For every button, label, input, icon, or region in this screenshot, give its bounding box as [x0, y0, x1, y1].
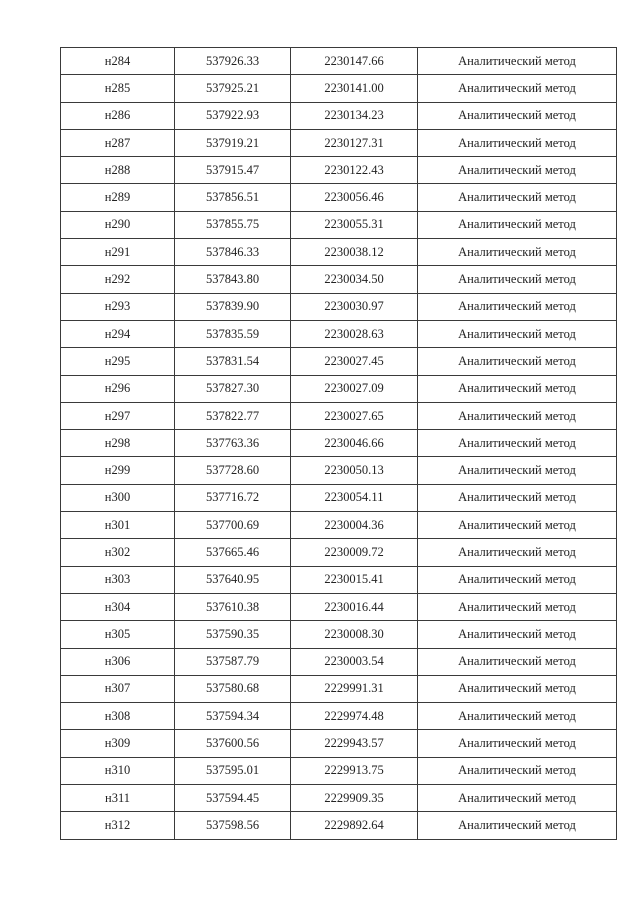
point-number-cell: н291: [61, 239, 175, 266]
method-cell: Аналитический метод: [418, 703, 617, 730]
coordinate-y-cell: 2230016.44: [291, 593, 418, 620]
coordinate-y-cell: 2230054.11: [291, 484, 418, 511]
point-number-cell: н288: [61, 157, 175, 184]
table-row: [61, 157, 617, 184]
method-cell: Аналитический метод: [418, 648, 617, 675]
point-number-cell: н300: [61, 484, 175, 511]
coordinate-y-cell: 2230038.12: [291, 239, 418, 266]
coordinate-y-cell: 2230027.65: [291, 402, 418, 429]
coordinate-x-cell: 537595.01: [175, 757, 291, 784]
table-row: [61, 703, 617, 730]
coordinate-x-cell: 537915.47: [175, 157, 291, 184]
table-row: [61, 539, 617, 566]
coordinates-sheet: [60, 47, 616, 840]
table-row: [61, 675, 617, 702]
table-row: [61, 266, 617, 293]
coordinate-x-cell: 537827.30: [175, 375, 291, 402]
table-row: [61, 75, 617, 102]
coordinate-x-cell: 537598.56: [175, 812, 291, 839]
coordinate-y-cell: 2230034.50: [291, 266, 418, 293]
method-cell: Аналитический метод: [418, 757, 617, 784]
table-row: [61, 812, 617, 839]
coordinate-x-cell: 537839.90: [175, 293, 291, 320]
point-number-cell: н295: [61, 348, 175, 375]
coordinate-x-cell: 537716.72: [175, 484, 291, 511]
table-row: [61, 402, 617, 429]
coordinate-y-cell: 2230009.72: [291, 539, 418, 566]
coordinate-x-cell: 537580.68: [175, 675, 291, 702]
coordinate-x-cell: 537587.79: [175, 648, 291, 675]
method-cell: Аналитический метод: [418, 129, 617, 156]
table-row: [61, 184, 617, 211]
point-number-cell: н307: [61, 675, 175, 702]
point-number-cell: н302: [61, 539, 175, 566]
table-row: [61, 566, 617, 593]
coordinate-x-cell: 537835.59: [175, 320, 291, 347]
coordinate-y-cell: 2230122.43: [291, 157, 418, 184]
table-row: [61, 512, 617, 539]
point-number-cell: н296: [61, 375, 175, 402]
coordinate-x-cell: 537728.60: [175, 457, 291, 484]
method-cell: Аналитический метод: [418, 184, 617, 211]
point-number-cell: н310: [61, 757, 175, 784]
method-cell: Аналитический метод: [418, 593, 617, 620]
coordinate-y-cell: 2229892.64: [291, 812, 418, 839]
point-number-cell: н290: [61, 211, 175, 238]
coordinate-y-cell: 2230028.63: [291, 320, 418, 347]
point-number-cell: н286: [61, 102, 175, 129]
method-cell: Аналитический метод: [418, 484, 617, 511]
coordinate-x-cell: 537594.34: [175, 703, 291, 730]
method-cell: Аналитический метод: [418, 402, 617, 429]
method-cell: Аналитический метод: [418, 320, 617, 347]
method-cell: Аналитический метод: [418, 457, 617, 484]
table-row: [61, 430, 617, 457]
coordinate-x-cell: 537700.69: [175, 512, 291, 539]
point-number-cell: н292: [61, 266, 175, 293]
method-cell: Аналитический метод: [418, 566, 617, 593]
coordinate-y-cell: 2230015.41: [291, 566, 418, 593]
coordinate-x-cell: 537600.56: [175, 730, 291, 757]
coordinate-x-cell: 537925.21: [175, 75, 291, 102]
coordinate-x-cell: 537831.54: [175, 348, 291, 375]
coordinate-x-cell: 537855.75: [175, 211, 291, 238]
method-cell: Аналитический метод: [418, 211, 617, 238]
method-cell: Аналитический метод: [418, 675, 617, 702]
coordinate-y-cell: 2229913.75: [291, 757, 418, 784]
table-row: [61, 48, 617, 75]
coordinate-y-cell: 2229974.48: [291, 703, 418, 730]
method-cell: Аналитический метод: [418, 512, 617, 539]
coordinate-x-cell: 537763.36: [175, 430, 291, 457]
coordinate-x-cell: 537926.33: [175, 48, 291, 75]
point-number-cell: н299: [61, 457, 175, 484]
point-number-cell: н306: [61, 648, 175, 675]
point-number-cell: н293: [61, 293, 175, 320]
table-row: [61, 757, 617, 784]
coordinate-y-cell: 2230004.36: [291, 512, 418, 539]
method-cell: Аналитический метод: [418, 157, 617, 184]
coordinate-x-cell: 537843.80: [175, 266, 291, 293]
table-row: [61, 484, 617, 511]
table-row: [61, 457, 617, 484]
coordinate-x-cell: 537610.38: [175, 593, 291, 620]
coordinate-x-cell: 537594.45: [175, 785, 291, 812]
coordinate-y-cell: 2230008.30: [291, 621, 418, 648]
point-number-cell: н287: [61, 129, 175, 156]
coordinate-y-cell: 2230134.23: [291, 102, 418, 129]
table-row: [61, 621, 617, 648]
point-number-cell: н289: [61, 184, 175, 211]
coordinate-x-cell: 537640.95: [175, 566, 291, 593]
coordinate-y-cell: 2230030.97: [291, 293, 418, 320]
method-cell: Аналитический метод: [418, 812, 617, 839]
table-row: [61, 375, 617, 402]
method-cell: Аналитический метод: [418, 375, 617, 402]
method-cell: Аналитический метод: [418, 293, 617, 320]
coordinate-y-cell: 2230056.46: [291, 184, 418, 211]
point-number-cell: н304: [61, 593, 175, 620]
coordinate-y-cell: 2230127.31: [291, 129, 418, 156]
point-number-cell: н301: [61, 512, 175, 539]
coordinate-y-cell: 2229943.57: [291, 730, 418, 757]
point-number-cell: н308: [61, 703, 175, 730]
point-number-cell: н309: [61, 730, 175, 757]
point-number-cell: н298: [61, 430, 175, 457]
point-number-cell: н312: [61, 812, 175, 839]
method-cell: Аналитический метод: [418, 621, 617, 648]
coordinate-x-cell: 537922.93: [175, 102, 291, 129]
point-number-cell: н284: [61, 48, 175, 75]
point-number-cell: н294: [61, 320, 175, 347]
coordinate-y-cell: 2230003.54: [291, 648, 418, 675]
point-number-cell: н285: [61, 75, 175, 102]
method-cell: Аналитический метод: [418, 239, 617, 266]
coordinate-x-cell: 537846.33: [175, 239, 291, 266]
coordinate-x-cell: 537856.51: [175, 184, 291, 211]
table-row: [61, 102, 617, 129]
table-row: [61, 293, 617, 320]
coordinate-y-cell: 2230055.31: [291, 211, 418, 238]
table-row: [61, 211, 617, 238]
coordinate-x-cell: 537665.46: [175, 539, 291, 566]
coordinates-table-body: [61, 48, 617, 840]
coordinate-y-cell: 2230027.09: [291, 375, 418, 402]
point-number-cell: н297: [61, 402, 175, 429]
method-cell: Аналитический метод: [418, 348, 617, 375]
method-cell: Аналитический метод: [418, 730, 617, 757]
coordinate-x-cell: 537919.21: [175, 129, 291, 156]
coordinate-y-cell: 2230046.66: [291, 430, 418, 457]
coordinates-table: [60, 47, 617, 840]
method-cell: Аналитический метод: [418, 539, 617, 566]
coordinate-x-cell: 537822.77: [175, 402, 291, 429]
table-row: [61, 320, 617, 347]
coordinate-y-cell: 2229909.35: [291, 785, 418, 812]
coordinate-x-cell: 537590.35: [175, 621, 291, 648]
point-number-cell: н305: [61, 621, 175, 648]
coordinate-y-cell: 2229991.31: [291, 675, 418, 702]
method-cell: Аналитический метод: [418, 48, 617, 75]
coordinate-y-cell: 2230050.13: [291, 457, 418, 484]
table-row: [61, 129, 617, 156]
method-cell: Аналитический метод: [418, 75, 617, 102]
method-cell: Аналитический метод: [418, 430, 617, 457]
method-cell: Аналитический метод: [418, 102, 617, 129]
method-cell: Аналитический метод: [418, 266, 617, 293]
table-row: [61, 648, 617, 675]
point-number-cell: н311: [61, 785, 175, 812]
method-cell: Аналитический метод: [418, 785, 617, 812]
table-row: [61, 593, 617, 620]
coordinate-y-cell: 2230027.45: [291, 348, 418, 375]
table-row: [61, 239, 617, 266]
table-row: [61, 348, 617, 375]
coordinate-y-cell: 2230141.00: [291, 75, 418, 102]
point-number-cell: н303: [61, 566, 175, 593]
table-row: [61, 785, 617, 812]
coordinate-y-cell: 2230147.66: [291, 48, 418, 75]
table-row: [61, 730, 617, 757]
